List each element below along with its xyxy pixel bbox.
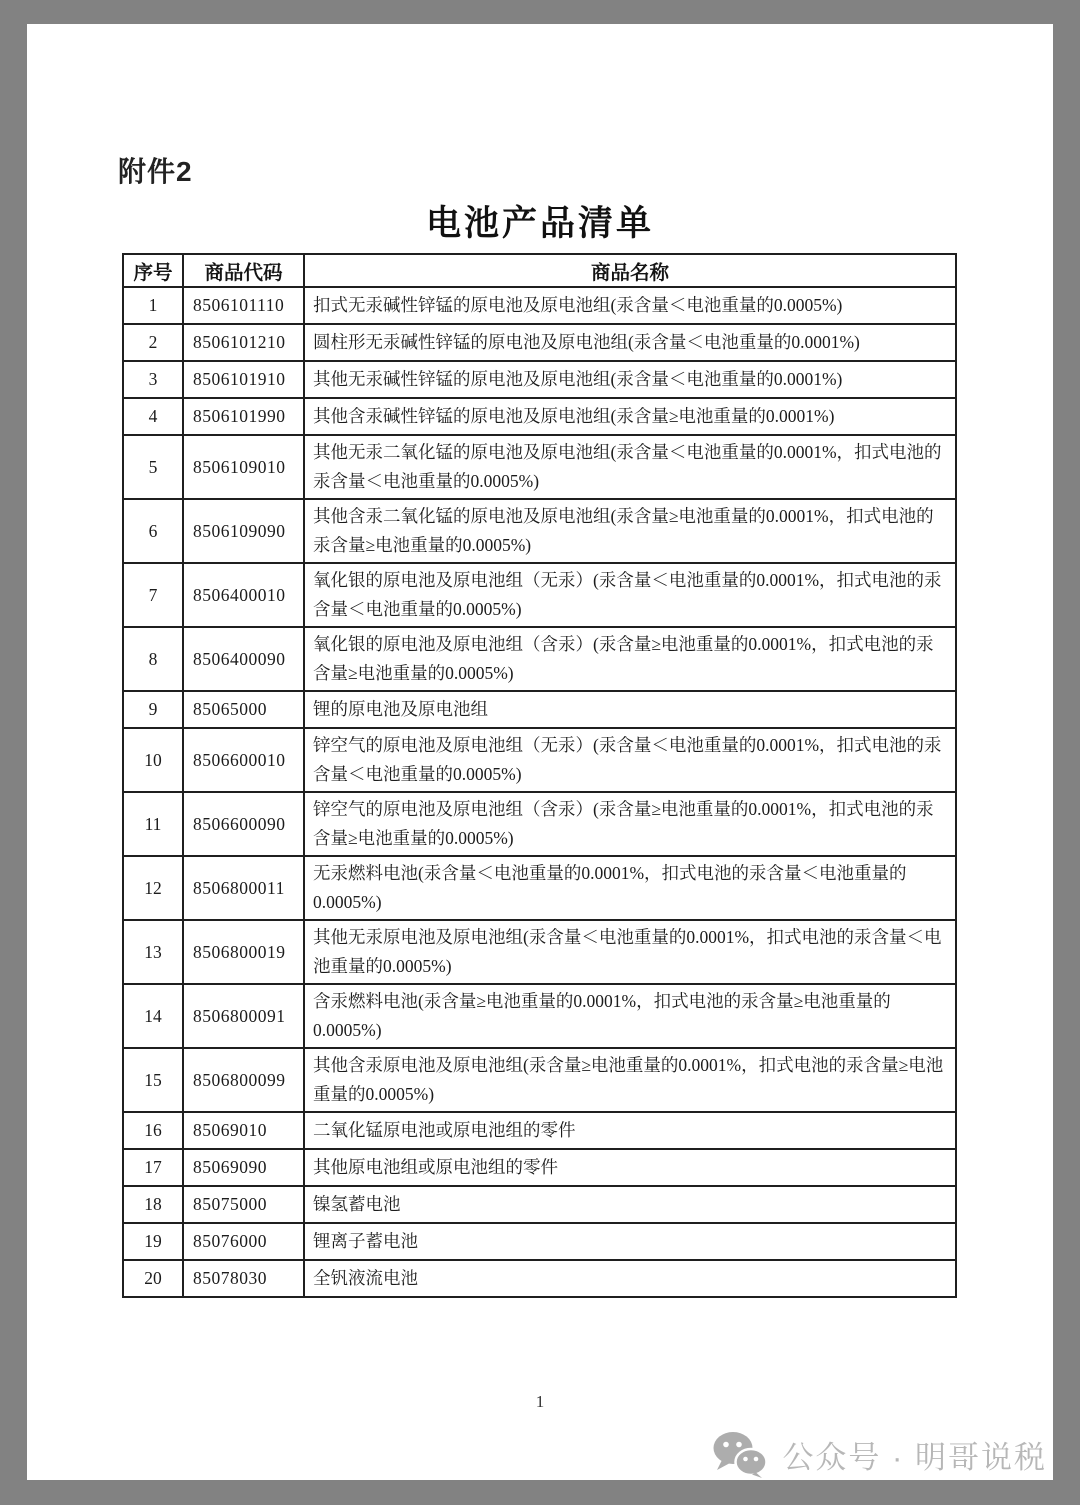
serial-number-cell: 18 — [123, 1186, 183, 1223]
commodity-code-cell: 8506109090 — [183, 499, 304, 563]
commodity-name-cell: 其他原电池组或原电池组的零件 — [304, 1149, 956, 1186]
serial-number-cell: 11 — [123, 792, 183, 856]
serial-number-cell: 19 — [123, 1223, 183, 1260]
serial-number-cell: 3 — [123, 361, 183, 398]
commodity-name-cell: 氧化银的原电池及原电池组（含汞）(汞含量≥电池重量的0.0001%，扣式电池的汞含量≥电池重量的0.0005%) — [304, 627, 956, 691]
commodity-name-cell: 锌空气的原电池及原电池组（无汞）(汞含量＜电池重量的0.0001%，扣式电池的汞含量＜电池重量的0.0005%) — [304, 728, 956, 792]
table-row — [123, 1112, 956, 1149]
table-row — [123, 324, 956, 361]
serial-number-cell: 1 — [123, 287, 183, 324]
serial-number-cell: 15 — [123, 1048, 183, 1112]
commodity-name-cell: 锂离子蓄电池 — [304, 1223, 956, 1260]
commodity-name-cell: 氧化银的原电池及原电池组（无汞）(汞含量＜电池重量的0.0001%，扣式电池的汞含量＜电池重量的0.0005%) — [304, 563, 956, 627]
serial-number-cell: 4 — [123, 398, 183, 435]
commodity-name-cell: 其他无汞二氧化锰的原电池及原电池组(汞含量＜电池重量的0.0001%，扣式电池的汞含量＜电池重量的0.0005%) — [304, 435, 956, 499]
commodity-code-cell: 8506600010 — [183, 728, 304, 792]
attachment-label: 附件2 — [118, 156, 193, 187]
commodity-name-cell: 其他含汞碱性锌锰的原电池及原电池组(汞含量≥电池重量的0.0001%) — [304, 398, 956, 435]
commodity-code-cell: 85075000 — [183, 1186, 304, 1223]
header-commodity-code: 商品代码 — [183, 254, 304, 287]
commodity-code-cell: 8506400090 — [183, 627, 304, 691]
serial-number-cell: 20 — [123, 1260, 183, 1297]
commodity-name-cell: 其他含汞原电池及原电池组(汞含量≥电池重量的0.0001%，扣式电池的汞含量≥电池重量的0.0005%) — [304, 1048, 956, 1112]
commodity-code-cell: 85078030 — [183, 1260, 304, 1297]
commodity-code-cell: 8506109010 — [183, 435, 304, 499]
table-row — [123, 435, 956, 499]
table-row — [123, 499, 956, 563]
commodity-code-cell: 8506101210 — [183, 324, 304, 361]
page-number: 1 — [535, 1392, 545, 1411]
commodity-code-cell: 85065000 — [183, 691, 304, 728]
watermark-text: 公众号 · 明哥说税 — [782, 1440, 1047, 1475]
serial-number-cell: 6 — [123, 499, 183, 563]
serial-number-cell: 12 — [123, 856, 183, 920]
commodity-code-cell: 85076000 — [183, 1223, 304, 1260]
wechat-icon — [712, 1431, 768, 1478]
commodity-code-cell: 8506800099 — [183, 1048, 304, 1112]
commodity-code-cell: 8506800019 — [183, 920, 304, 984]
commodity-name-cell: 无汞燃料电池(汞含量＜电池重量的0.0001%，扣式电池的汞含量＜电池重量的0.0005%) — [304, 856, 956, 920]
commodity-name-cell: 圆柱形无汞碱性锌锰的原电池及原电池组(汞含量＜电池重量的0.0001%) — [304, 324, 956, 361]
header-serial-number: 序号 — [123, 254, 183, 287]
commodity-code-cell: 85069010 — [183, 1112, 304, 1149]
table-row — [123, 792, 956, 856]
battery-product-table — [122, 253, 957, 1298]
commodity-name-cell: 二氧化锰原电池或原电池组的零件 — [304, 1112, 956, 1149]
commodity-name-cell: 锂的原电池及原电池组 — [304, 691, 956, 728]
serial-number-cell: 17 — [123, 1149, 183, 1186]
serial-number-cell: 2 — [123, 324, 183, 361]
serial-number-cell: 8 — [123, 627, 183, 691]
commodity-name-cell: 其他无汞原电池及原电池组(汞含量＜电池重量的0.0001%，扣式电池的汞含量＜电池重量的0.0005%) — [304, 920, 956, 984]
table-row — [123, 1048, 956, 1112]
commodity-code-cell: 8506800011 — [183, 856, 304, 920]
commodity-code-cell: 8506101110 — [183, 287, 304, 324]
table-row — [123, 287, 956, 324]
table-row — [123, 1149, 956, 1186]
table-row — [123, 627, 956, 691]
table-header-row — [123, 254, 956, 287]
table-row — [123, 728, 956, 792]
table-row — [123, 563, 956, 627]
commodity-code-cell: 8506800091 — [183, 984, 304, 1048]
commodity-code-cell: 85069090 — [183, 1149, 304, 1186]
table-row — [123, 984, 956, 1048]
commodity-name-cell: 其他含汞二氧化锰的原电池及原电池组(汞含量≥电池重量的0.0001%，扣式电池的汞含量≥电池重量的0.0005%) — [304, 499, 956, 563]
commodity-name-cell: 含汞燃料电池(汞含量≥电池重量的0.0001%，扣式电池的汞含量≥电池重量的0.0005%) — [304, 984, 956, 1048]
serial-number-cell: 5 — [123, 435, 183, 499]
serial-number-cell: 16 — [123, 1112, 183, 1149]
serial-number-cell: 13 — [123, 920, 183, 984]
commodity-code-cell: 8506600090 — [183, 792, 304, 856]
document-page — [27, 24, 1053, 1480]
watermark — [712, 1431, 1047, 1478]
serial-number-cell: 14 — [123, 984, 183, 1048]
commodity-code-cell: 8506101910 — [183, 361, 304, 398]
table-row — [123, 1186, 956, 1223]
commodity-code-cell: 8506101990 — [183, 398, 304, 435]
table-row — [123, 691, 956, 728]
header-commodity-name: 商品名称 — [304, 254, 956, 287]
commodity-name-cell: 扣式无汞碱性锌锰的原电池及原电池组(汞含量＜电池重量的0.0005%) — [304, 287, 956, 324]
table-row — [123, 361, 956, 398]
commodity-name-cell: 其他无汞碱性锌锰的原电池及原电池组(汞含量＜电池重量的0.0001%) — [304, 361, 956, 398]
table-row — [123, 1223, 956, 1260]
serial-number-cell: 10 — [123, 728, 183, 792]
page-title: 电池产品清单 — [425, 204, 654, 243]
commodity-name-cell: 全钒液流电池 — [304, 1260, 956, 1297]
table-row — [123, 1260, 956, 1297]
commodity-code-cell: 8506400010 — [183, 563, 304, 627]
serial-number-cell: 7 — [123, 563, 183, 627]
commodity-name-cell: 锌空气的原电池及原电池组（含汞）(汞含量≥电池重量的0.0001%，扣式电池的汞含量≥电池重量的0.0005%) — [304, 792, 956, 856]
table-row — [123, 920, 956, 984]
table-row — [123, 398, 956, 435]
commodity-name-cell: 镍氢蓄电池 — [304, 1186, 956, 1223]
table-row — [123, 856, 956, 920]
serial-number-cell: 9 — [123, 691, 183, 728]
